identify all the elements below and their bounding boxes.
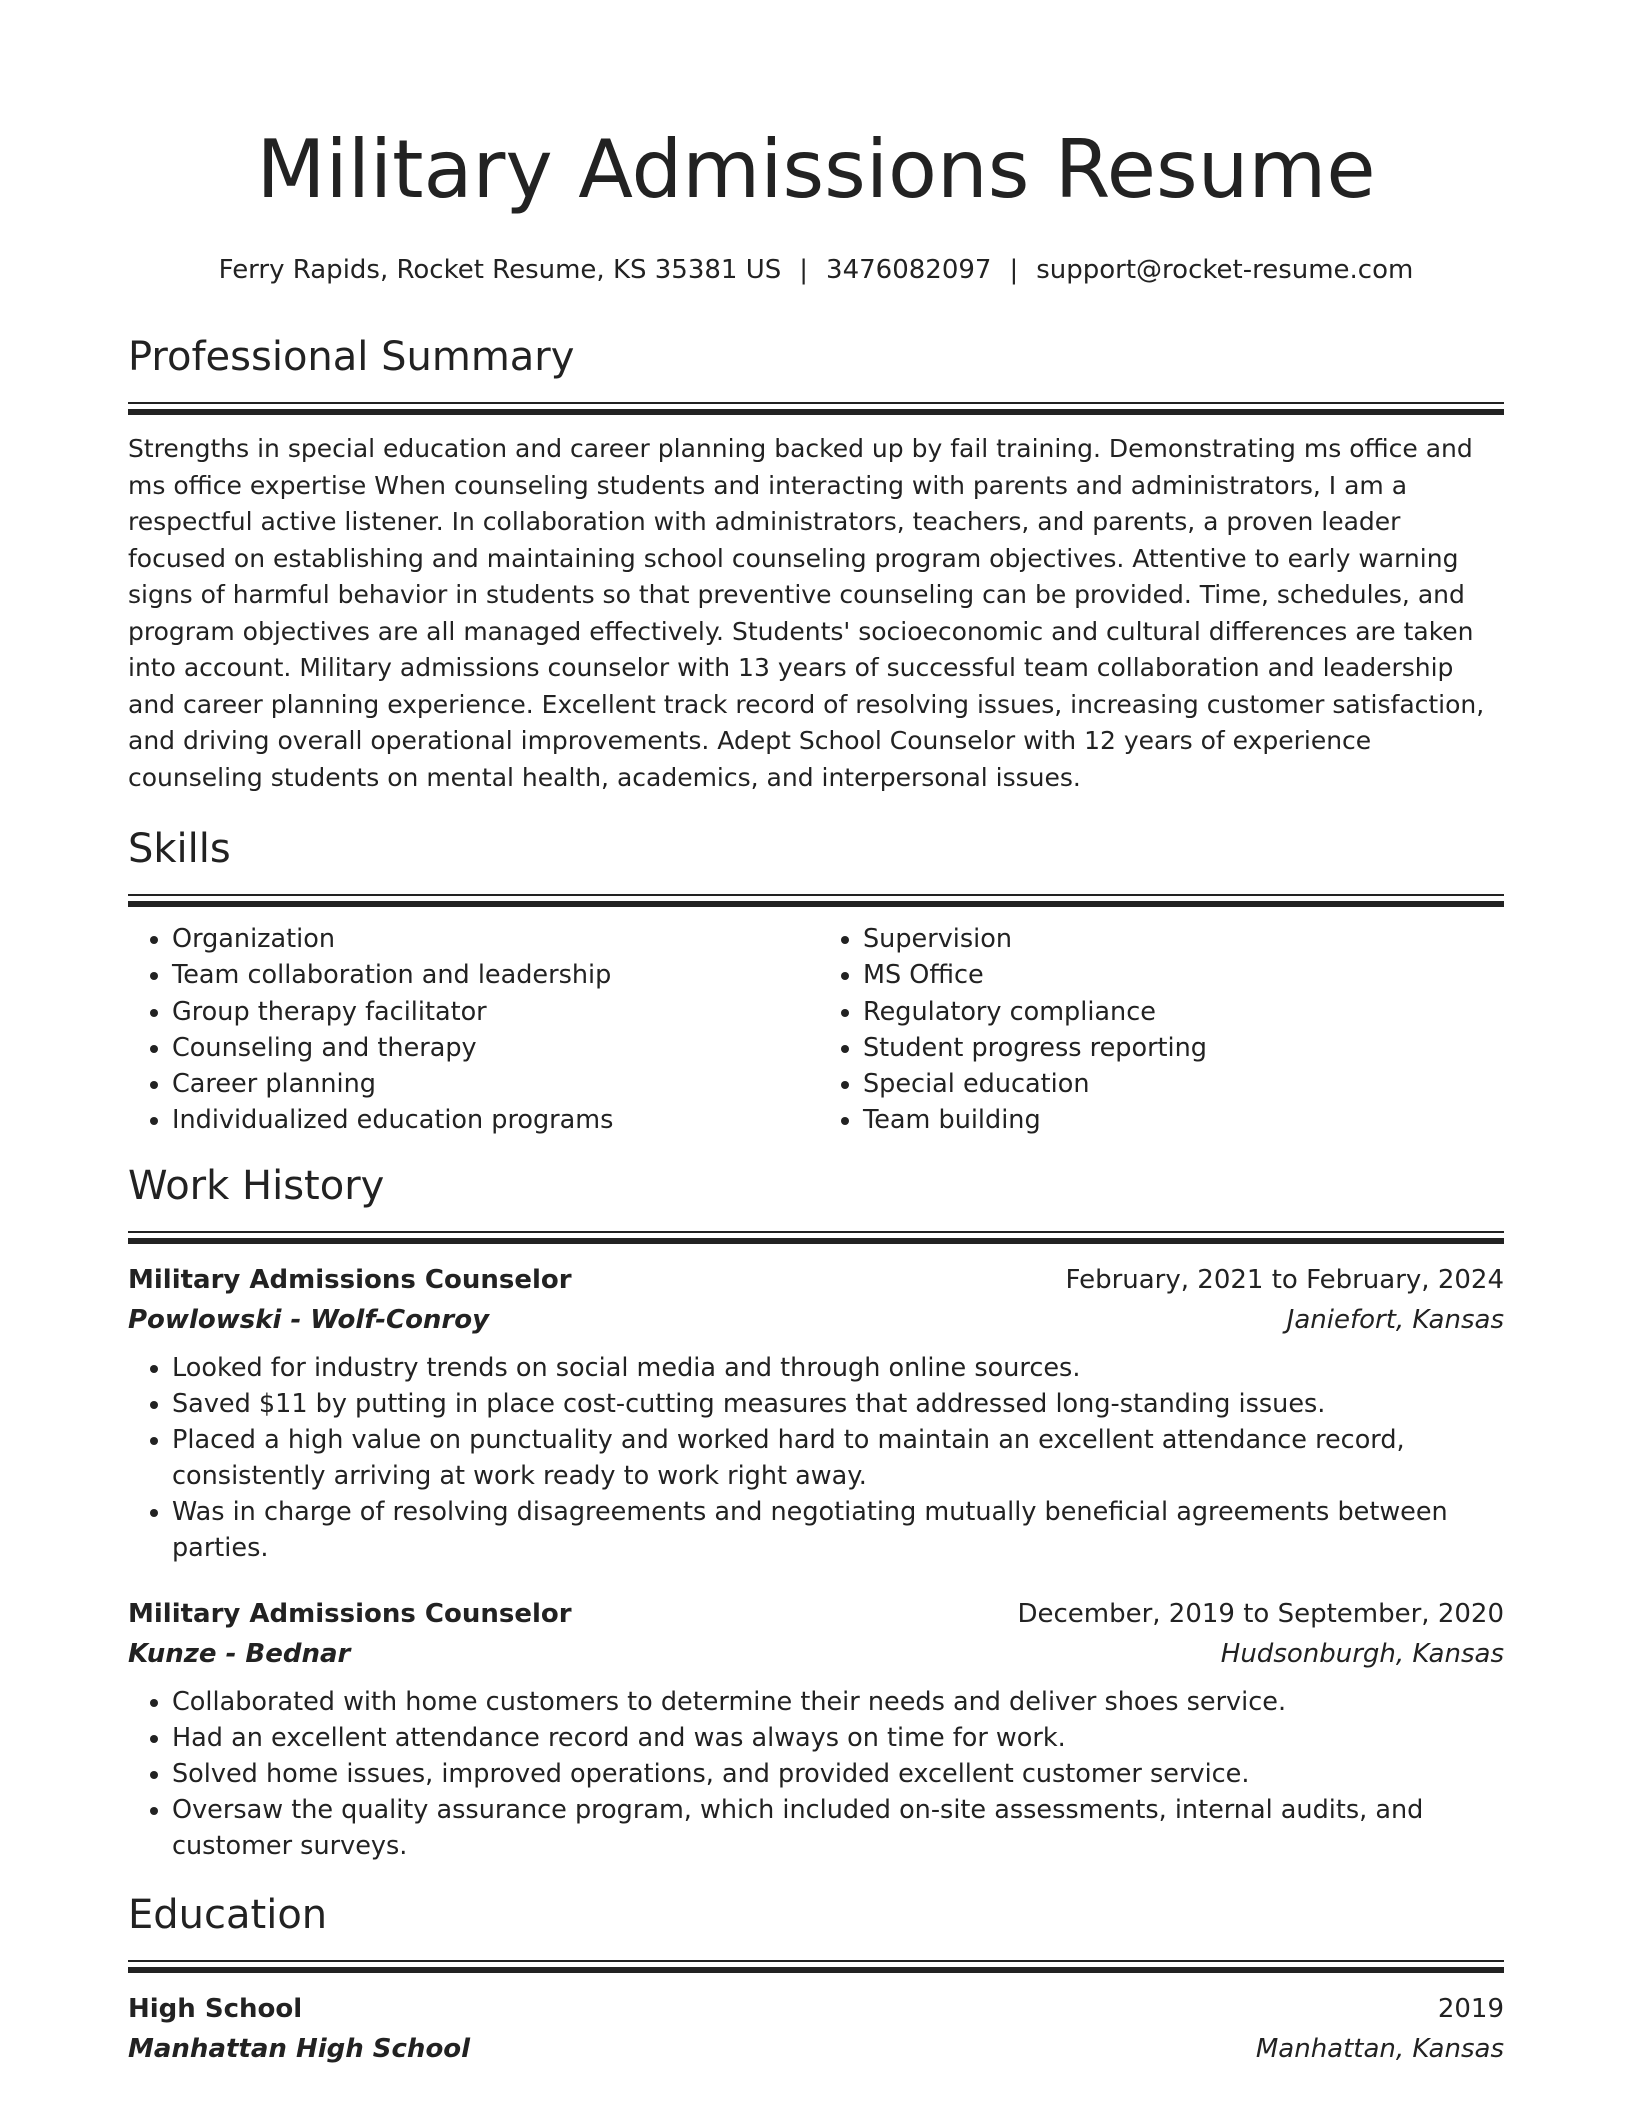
contact-separator: | [1009,255,1019,285]
job-title: Military Admissions Counselor [128,1264,572,1295]
education-heading: Education [128,1891,328,1938]
summary-heading: Professional Summary [128,334,575,380]
skill-item: • Individualized education programs [172,1102,813,1138]
education-degree: High School [128,1993,303,2024]
section-divider [128,402,1504,415]
skill-item: • Regulatory compliance [863,994,1504,1030]
skill-item: • Team building [863,1102,1504,1138]
job-title: Military Admissions Counselor [128,1598,572,1629]
skills-section [128,824,1504,1139]
summary-text: Strengths in special education and career planning backed up by fail training. Demonstrating ms office and ms office expertise When counseling students and interacting with parents and administrators, I am a respectful active listener. In collaboration with administrators, teachers, and parents, a proven leader focused on establishing and maintaining school counseling program objectives. Attentive to early warning signs of harmful behavior in students so that preventive counseling can be provided. Time, schedules, and program objectives are all managed effectively. Students' socioeconomic and cultural differences are taken into account. Military admissions counselor with 13 years of successful team collaboration and leadership and career planning experience. Excellent track record of resolving issues, increasing customer satisfaction, and driving overall operational improvements. Adept School Counselor with 12 years of experience counseling students on mental health, academics, and interpersonal issues. [128,434,1485,792]
job-dates: February, 2021 to February, 2024 [1065,1264,1504,1295]
skill-item: • Group therapy facilitator [172,994,813,1030]
contact-line [128,250,1504,290]
job-entry [128,1260,1504,1566]
education-section [128,1890,1504,2069]
job-location: Hudsonburgh, Kansas [1220,1638,1504,1669]
job-duty: • Saved $11 by putting in place cost-cutting measures that addressed long-standing issues. [172,1386,1504,1422]
job-entry [128,1594,1504,1864]
job-duty: • Looked for industry trends on social media and through online sources. [172,1350,1504,1386]
resume-title: Military Admissions Resume [256,123,1376,216]
skill-item: • Special education [863,1066,1504,1102]
job-duty: • Collaborated with home customers to determine their needs and deliver shoes service. [172,1684,1504,1720]
section-divider [128,1960,1504,1973]
job-company: Kunze - Bednar [128,1638,351,1669]
job-location: Janiefort, Kansas [1286,1304,1504,1335]
contact-separator: | [799,255,809,285]
section-divider [128,894,1504,907]
skill-item: • Counseling and therapy [172,1030,813,1066]
skill-item: • Team collaboration and leadership [172,957,813,993]
job-duty: • Oversaw the quality assurance program, which included on-site assessments, internal audits, and customer surveys. [172,1792,1504,1864]
skill-item: • Supervision [863,921,1504,957]
job-duty: • Was in charge of resolving disagreements and negotiating mutually beneficial agreements between parties. [172,1494,1504,1566]
job-company: Powlowski - Wolf-Conroy [128,1304,490,1335]
contact-phone: 3476082097 [826,255,992,285]
job-duty: • Had an excellent attendance record and was always on time for work. [172,1720,1504,1756]
skill-item: • MS Office [863,957,1504,993]
education-entry [128,1989,1504,2069]
job-duties-list [128,1350,1504,1566]
skills-heading: Skills [128,826,231,872]
job-duty: • Solved home issues, improved operations, and provided excellent customer service. [172,1756,1504,1792]
contact-email: support@rocket-resume.com [1036,255,1414,285]
work-history-section [128,1161,1504,1864]
job-duty: • Placed a high value on punctuality and worked hard to maintain an excellent attendance record, consistently arriving at work ready to work right away. [172,1422,1504,1494]
skill-item: • Career planning [172,1066,813,1102]
section-divider [128,1231,1504,1244]
skill-item: • Student progress reporting [863,1030,1504,1066]
job-dates: December, 2019 to September, 2020 [1017,1598,1504,1629]
skill-item: • Organization [172,921,813,957]
skills-left-list [128,921,813,1139]
skills-right-list [813,921,1504,1139]
skills-columns [128,921,1504,1139]
summary-section [128,332,1504,796]
work-history-heading: Work History [128,1162,385,1209]
education-location: Manhattan, Kansas [1255,2033,1504,2064]
education-year: 2019 [1437,1993,1504,2024]
contact-address: Ferry Rapids, Rocket Resume, KS 35381 US [218,255,782,285]
education-school: Manhattan High School [128,2033,471,2064]
job-duties-list [128,1684,1504,1864]
